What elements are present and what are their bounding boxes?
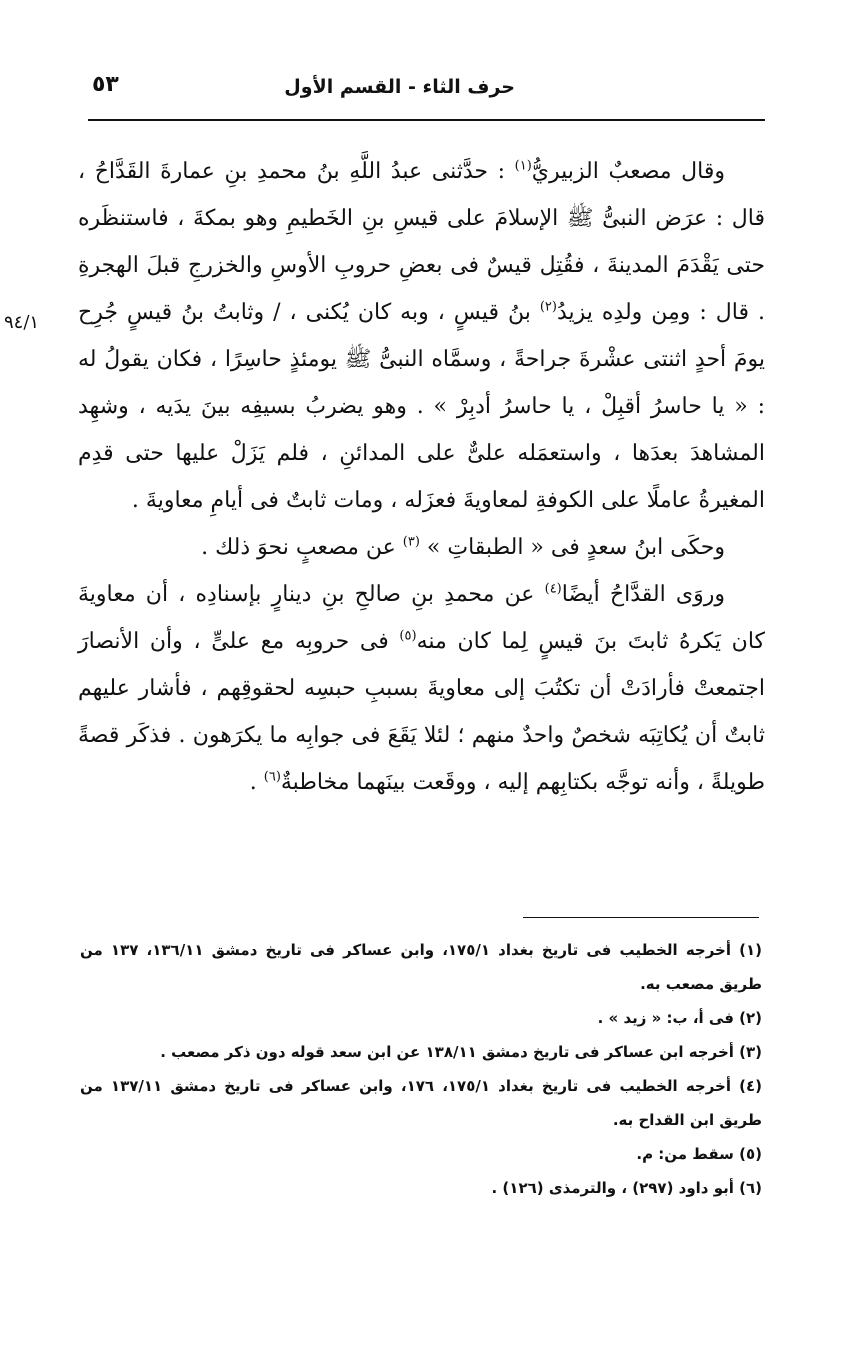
paragraph-3: وروَى القدَّاحُ أيضًا$^{(٤)}$ عن محمدِ بنِ صالحِ بنِ دينارٍ بإسنادِه ، أن معاويةَ كان يَكرهُ ثابتَ بنَ قيسٍ لِما كان منه$^{(٥)}$ فى حروبِه مع علىٍّ ، وأن الأنصارَ اجتمعتْ فأرادَتْ أن تكتُبَ إلى معاويةَ بسببِ حبسِه لحقوقِهم ، فأشار عليهم ثابتٌ أن يُكاتِبَه شخصٌ واحدٌ منهم ؛ لئلا يَقَعَ فى جوابِه ما يكرَهون . فذكَر قصةً طويلةً ، وأنه توجَّه بكتابِهم إليه ، ووقَعت بينَهما مخاطبةٌ$^{(٦)}$ . (78, 581, 765, 795)
paragraph-1: وقال مصعبٌ الزبيريُّ$^{(١)}$ : حدَّثنى عبدُ اللَّهِ بنُ محمدِ بنِ عمارةَ القَدَّاحُ ، قال : عرَض النبىُّ ﷺ الإسلامَ على قيسِ بنِ الخَطيمِ وهو بمكةَ ، فاستنظَره حتى يَقْدَمَ المدينةَ ، فقُتِل قيسٌ فى بعضِ حروبِ الأوسِ والخزرجِ قبلَ الهجرةِ . قال : ومِن ولدِه يزيدُ$^{(٢)}$ بنُ قيسٍ ، وبه كان يُكنى ، / وثابتُ بنُ قيسٍ جُرِح يومَ أحدٍ اثنتى عشْرةَ جراحةً ، وسمَّاه النبىُّ ﷺ يومئذٍ حاسِرًا ، فكان يقولُ له : « يا حاسرُ أقبِلْ ، يا حاسرُ أدبِرْ » . وهو يضربُ بسيفِه بينَ يدَيه ، وشهِد المشاهدَ بعدَها ، واستعمَله علىٌّ على المدائنِ ، فلم يَزَلْ عليها حتى قدِم المغيرةُ عاملًا على الكوفةِ لمعاويةَ فعزَله ، ومات ثابتٌ فى أيامِ معاويةَ . (78, 158, 765, 513)
page-header (88, 68, 765, 108)
footnote-marker-4: (٤) (544, 581, 562, 597)
footnote-marker-3: (٣) (402, 534, 420, 550)
main-text (78, 148, 765, 806)
paragraph-2: وحكَى ابنُ سعدٍ فى « الطبقاتِ » $^{(٣)}$ عن مصعبٍ نحوَ ذلك . (201, 534, 725, 560)
footnote-marker-1: (١) (514, 158, 532, 174)
page-number: ٥٣ (92, 72, 119, 97)
footnote-5: (٥) سقط من: م. (636, 1145, 762, 1163)
marginal-reference: ٩٤/١ (4, 312, 40, 333)
footnote-6: (٦) أبو داود (٢٩٧) ، والترمذى (١٢٦) . (491, 1179, 762, 1197)
footnote-marker-5: (٥) (399, 628, 417, 644)
footnote-marker-6: (٦) (263, 769, 281, 785)
footnotes (80, 933, 762, 1205)
running-title: حرف الثاء - القسم الأول (284, 76, 515, 98)
footnote-2: (٢) فى أ، ب: « زيد » . (597, 1009, 762, 1027)
footnote-marker-2: (٢) (539, 299, 557, 315)
footnote-separator (523, 917, 759, 918)
footnote-3: (٣) أخرجه ابن عساكر فى تاريخ دمشق ١٣٨/١١ عن ابن سعد قوله دون ذكر مصعب . (160, 1043, 762, 1061)
footnote-4: (٤) أخرجه الخطيب فى تاريخ بغداد ١٧٥/١، ١٧٦، وابن عساكر فى تاريخ دمشق ١٣٧/١١ من طريق ابن القداح به. (80, 1077, 763, 1129)
header-rule (88, 119, 765, 121)
footnote-1: (١) أخرجه الخطيب فى تاريخ بغداد ١٧٥/١، وابن عساكر فى تاريخ دمشق ١٣٦/١١، ١٣٧ من طريق مصعب به. (80, 941, 763, 993)
